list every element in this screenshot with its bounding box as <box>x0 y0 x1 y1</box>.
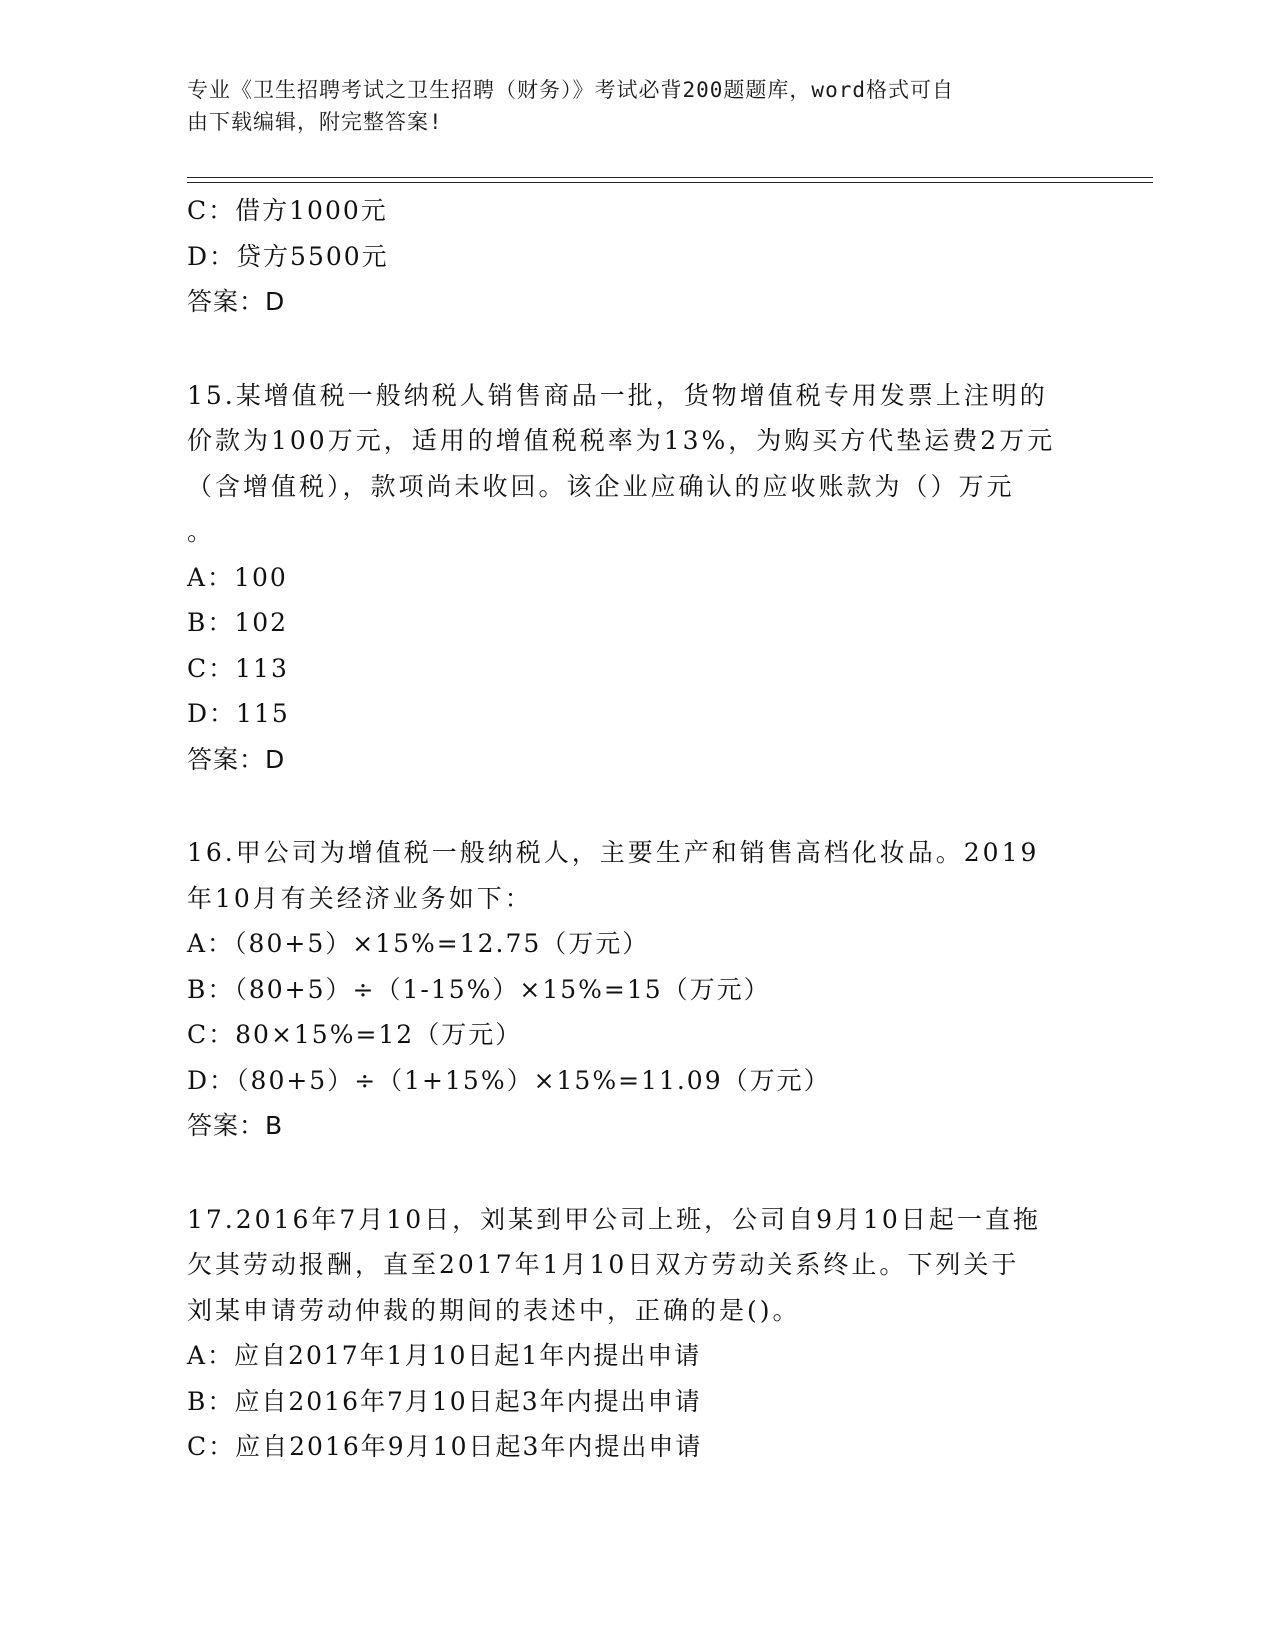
stem-line: 16.甲公司为增值税一般纳税人，主要生产和销售高档化妆品。2019 <box>187 838 1040 867</box>
stem-line: 15.某增值税一般纳税人销售商品一批，货物增值税专用发票上注明的 <box>187 380 1048 410</box>
option-d: D：贷方5500元 <box>187 241 389 271</box>
question-17 <box>187 1197 1087 1470</box>
option-d: D：115 <box>187 699 290 728</box>
spacer <box>187 325 1087 373</box>
question-stem <box>187 1197 1087 1334</box>
spacer <box>187 1149 1087 1197</box>
option-c: C：借方1000元 <box>187 196 388 225</box>
spacer <box>187 782 1087 830</box>
header-title-line-1: 专业《卫生招聘考试之卫生招聘（财务）》考试必背200题题库，word格式可自 <box>187 78 954 102</box>
header-divider-bottom <box>187 182 1153 183</box>
option-d: D：（80+5）÷（1+15%）×15%=11.09（万元） <box>187 1065 831 1095</box>
question-stem <box>187 830 1087 921</box>
option-c: C：应自2016年9月10日起3年内提出申请 <box>187 1432 703 1461</box>
stem-line: 价款为100万元，适用的增值税税率为13%，为购买方代垫运费2万元 <box>187 426 1056 455</box>
stem-line: 年10月有关经济业务如下： <box>187 883 533 913</box>
answer-line: 答案：D <box>187 744 286 774</box>
header-divider-top <box>187 177 1153 178</box>
previous-question <box>187 188 1087 325</box>
stem-line: 。 <box>187 517 216 546</box>
document-body <box>187 188 1087 1470</box>
header-title-line-2: 由下载编辑，附完整答案! <box>187 110 443 134</box>
answer-line: 答案：B <box>187 1111 284 1140</box>
option-a: A：100 <box>187 562 288 592</box>
option-b: B：102 <box>187 608 289 637</box>
option-b: B：（80+5）÷（1-15%）×15%=15（万元） <box>187 974 771 1004</box>
question-stem <box>187 373 1087 555</box>
option-a: A：应自2017年1月10日起1年内提出申请 <box>187 1341 702 1370</box>
stem-line: 17.2016年7月10日，刘某到甲公司上班，公司自9月10日起一直拖 <box>187 1204 1041 1234</box>
question-16 <box>187 830 1087 1149</box>
question-15 <box>187 373 1087 783</box>
option-a: A：（80+5）×15%=12.75（万元） <box>187 929 650 958</box>
option-b: B：应自2016年7月10日起3年内提出申请 <box>187 1386 702 1416</box>
option-c: C：80×15%=12（万元） <box>187 1020 523 1049</box>
stem-line: （含增值税），款项尚未收回。该企业应确认的应收账款为（）万元 <box>187 471 1015 501</box>
stem-line: 欠其劳动报酬，直至2017年1月10日双方劳动关系终止。下列关于 <box>187 1250 1020 1279</box>
option-c: C：113 <box>187 653 289 683</box>
answer-line: 答案：D <box>187 287 286 316</box>
stem-line: 刘某申请劳动仲裁的期间的表述中，正确的是()。 <box>187 1295 801 1325</box>
document-header <box>187 74 1087 138</box>
